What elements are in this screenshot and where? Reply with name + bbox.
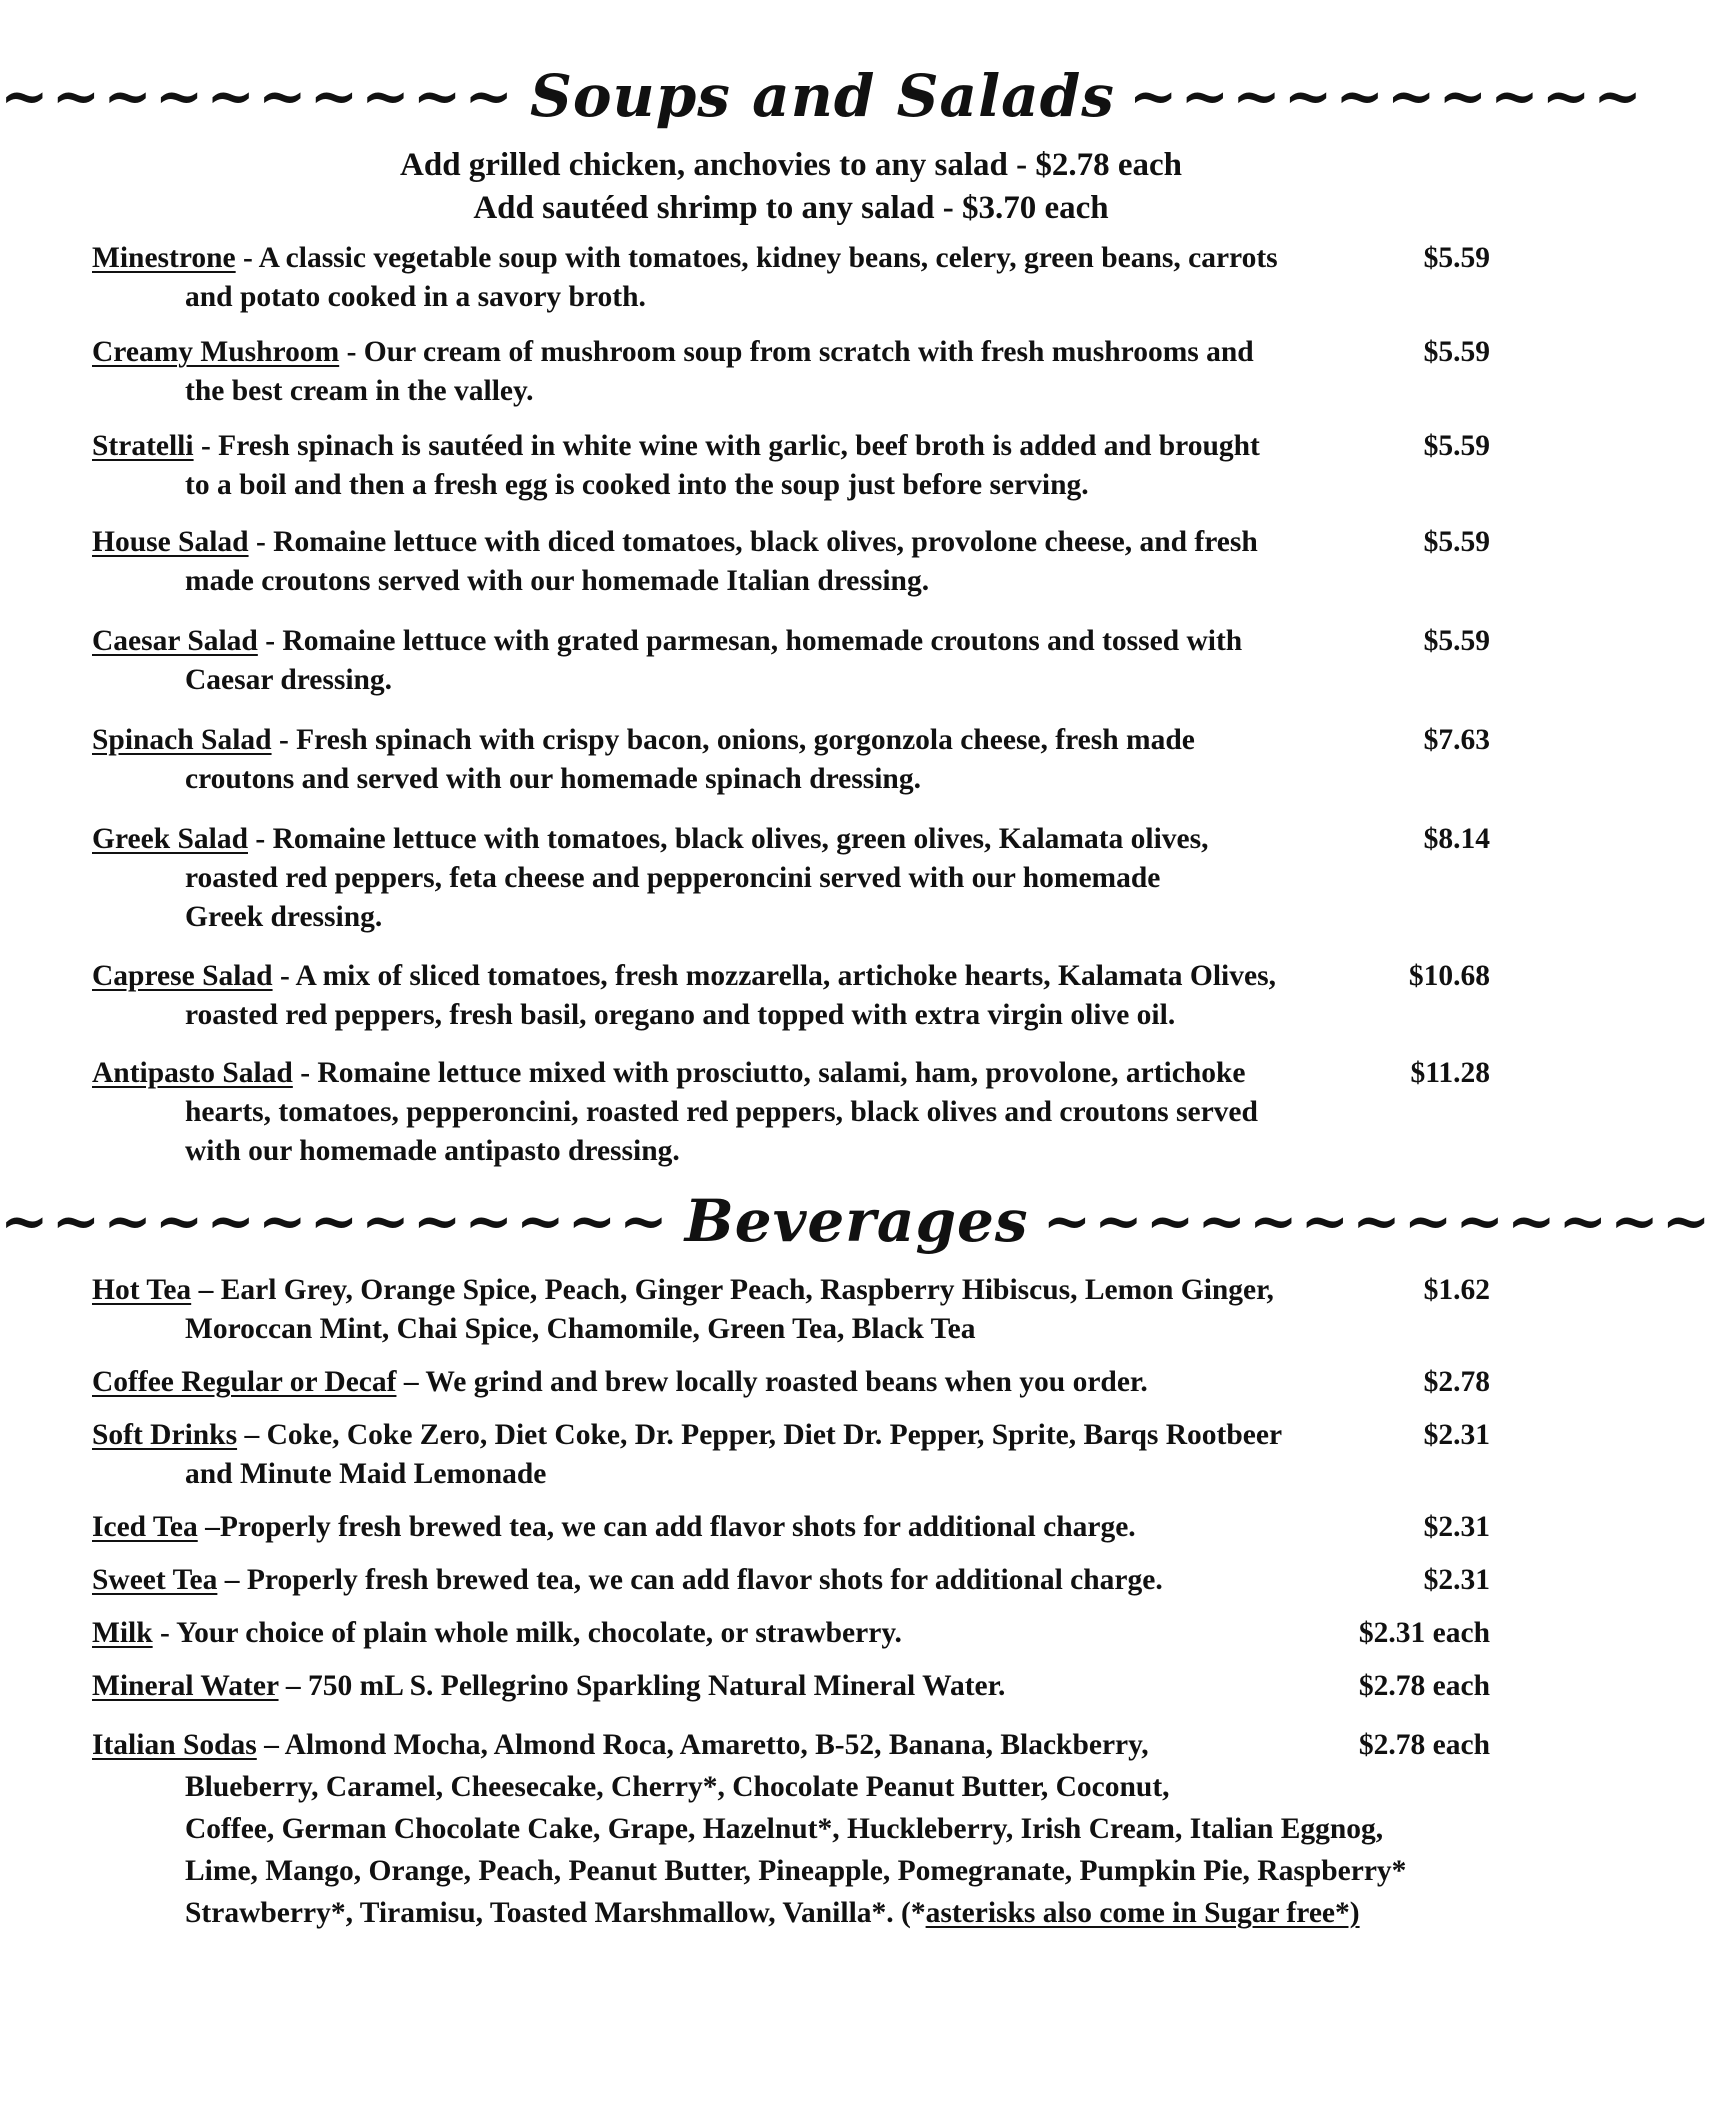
item-description-cont: roasted red peppers, feta cheese and pepperoncini served with our homemade <box>185 862 1161 894</box>
item-description: Romaine lettuce with grated parmesan, homemade croutons and tossed with <box>282 625 1243 657</box>
item-description: Fresh spinach is sautéed in white wine with garlic, beef broth is added and brought <box>218 430 1260 462</box>
menu-item-stratelli: Stratelli - Fresh spinach is sautéed in white wine with garlic, beef broth is added and brought to a boil and then a fresh egg is cooked into the soup just before serving. $5.59 <box>92 427 1490 505</box>
item-price: $5.59 <box>1423 336 1490 368</box>
item-price: $2.78 each <box>1358 1729 1490 1761</box>
item-name: Antipasto Salad <box>92 1057 293 1089</box>
soups-salads-title <box>0 56 1645 136</box>
item-description-cont: Caesar dressing. <box>185 664 393 696</box>
item-description-cont: and potato cooked in a savory broth. <box>185 281 646 313</box>
item-description-cont: Lime, Mango, Orange, Peach, Peanut Butter, Pineapple, Pomegranate, Pumpkin Pie, Raspberry* <box>185 1855 1407 1887</box>
item-description: Almond Mocha, Almond Roca, Amaretto, B-52, Banana, Blackberry, <box>284 1729 1149 1761</box>
item-description-cont: made croutons served with our homemade Italian dressing. <box>185 565 930 597</box>
item-description: Romaine lettuce with tomatoes, black olives, green olives, Kalamata olives, <box>272 823 1209 855</box>
menu-item-coffee: Coffee Regular or Decaf – We grind and brew locally roasted beans when you order. $2.78 <box>92 1363 1490 1402</box>
item-description: A classic vegetable soup with tomatoes, kidney beans, celery, green beans, carrots <box>258 242 1278 274</box>
menu-item-spinach-salad: Spinach Salad - Fresh spinach with crispy bacon, onions, gorgonzola cheese, fresh made croutons and served with our homemade spinach dressing. $7.63 <box>92 721 1490 799</box>
item-name: House Salad <box>92 526 249 558</box>
item-name: Stratelli <box>92 430 194 462</box>
item-price: $8.14 <box>1423 823 1490 855</box>
menu-item-caprese-salad: Caprese Salad - A mix of sliced tomatoes, fresh mozzarella, artichoke hearts, Kalamata Olives, roasted red peppers, fresh basil, oregano and topped with extra virgin olive oil. $10.68 <box>92 957 1490 1035</box>
item-price: $2.31 <box>1423 1419 1490 1451</box>
item-description: Your choice of plain whole milk, chocolate, or strawberry. <box>176 1617 902 1649</box>
item-description-cont: Blueberry, Caramel, Cheesecake, Cherry*, Chocolate Peanut Butter, Coconut, <box>185 1771 1170 1803</box>
item-description-cont: roasted red peppers, fresh basil, oregano and topped with extra virgin olive oil. <box>185 999 1176 1031</box>
item-name: Mineral Water <box>92 1670 279 1702</box>
item-description: Coke, Coke Zero, Diet Coke, Dr. Pepper, Diet Dr. Pepper, Sprite, Barqs Rootbeer <box>266 1419 1283 1451</box>
menu-item-caesar-salad: Caesar Salad - Romaine lettuce with grated parmesan, homemade croutons and tossed with Caesar dressing. $5.59 <box>92 622 1490 700</box>
item-description-cont: to a boil and then a fresh egg is cooked into the soup just before serving. <box>185 469 1089 501</box>
title-right-tildes: ~~~~~~~~~~ <box>1128 62 1645 130</box>
title-left-tildes: ~~~~~~~~~~ <box>0 62 516 130</box>
title-left-tildes: ~~~~~~~~~~~~~ <box>0 1187 671 1255</box>
item-name: Creamy Mushroom <box>92 336 340 368</box>
item-price: $5.59 <box>1423 526 1490 558</box>
item-price: $5.59 <box>1423 430 1490 462</box>
item-description: Romaine lettuce mixed with prosciutto, salami, ham, provolone, artichoke <box>317 1057 1246 1089</box>
item-price: $2.78 each <box>1358 1670 1490 1702</box>
soups-salads-list <box>92 239 1490 1171</box>
item-name: Caesar Salad <box>92 625 258 657</box>
sugar-free-footnote: asterisks also come in Sugar free*) <box>925 1897 1360 1929</box>
beverages-list <box>92 1271 1490 1934</box>
menu-item-italian-sodas: Italian Sodas – Almond Mocha, Almond Roca, Amaretto, B-52, Banana, Blackberry, Blueberry, Caramel, Cheesecake, Cherry*, Chocolate Peanut Butter, Coconut, Coffee, German Chocolate Cake, Grape, Hazelnut*, Huckleberry, Irish Cream, Italian Eggnog, Lime, Mango, Orange, Peach, Peanut Butter, Pineapple, Pomegranate, Pumpkin Pie, Raspberry* Strawberry*, Tiramisu, Toasted Marshmallow, Vanilla*. (*asterisks also come in Sugar free*) $2.78 each <box>92 1724 1490 1934</box>
item-description-cont: with our homemade antipasto dressing. <box>185 1135 680 1167</box>
item-description: Properly fresh brewed tea, we can add flavor shots for additional charge. <box>219 1511 1136 1543</box>
item-description: A mix of sliced tomatoes, fresh mozzarella, artichoke hearts, Kalamata Olives, <box>295 960 1276 992</box>
item-price: $10.68 <box>1408 960 1490 992</box>
item-name: Greek Salad <box>92 823 248 855</box>
menu-item-iced-tea: Iced Tea –Properly fresh brewed tea, we can add flavor shots for additional charge. $2.31 <box>92 1508 1490 1547</box>
item-name: Hot Tea <box>92 1274 192 1306</box>
add-on-note-shrimp: Add sautéed shrimp to any salad - $3.70 each <box>473 190 1109 226</box>
item-description: Romaine lettuce with diced tomatoes, black olives, provolone cheese, and fresh <box>273 526 1258 558</box>
item-name: Minestrone <box>92 242 236 274</box>
item-description: Earl Grey, Orange Spice, Peach, Ginger Peach, Raspberry Hibiscus, Lemon Ginger, <box>220 1274 1274 1306</box>
beverages-heading: Beverages <box>684 1187 1029 1255</box>
item-description-cont: Coffee, German Chocolate Cake, Grape, Hazelnut*, Huckleberry, Irish Cream, Italian Eggnog, <box>185 1813 1384 1845</box>
item-price: $2.31 <box>1423 1511 1490 1543</box>
item-price: $2.78 <box>1423 1366 1490 1398</box>
menu-item-house-salad: House Salad - Romaine lettuce with diced tomatoes, black olives, provolone cheese, and fresh made croutons served with our homemade Italian dressing. $5.59 <box>92 523 1490 601</box>
soups-salads-heading: Soups and Salads <box>529 62 1115 130</box>
item-price: $1.62 <box>1423 1274 1490 1306</box>
menu-item-greek-salad: Greek Salad - Romaine lettuce with tomatoes, black olives, green olives, Kalamata olives, roasted red peppers, feta cheese and pepperoncini served with our homemade Greek dressing. $8.14 <box>92 820 1490 937</box>
menu-page <box>0 56 1713 2104</box>
item-name: Soft Drinks <box>92 1419 238 1451</box>
item-name: Sweet Tea <box>92 1564 218 1596</box>
menu-item-mineral-water: Mineral Water – 750 mL S. Pellegrino Sparkling Natural Mineral Water. $2.78 each <box>92 1667 1490 1706</box>
item-name: Caprese Salad <box>92 960 273 992</box>
item-description: 750 mL S. Pellegrino Sparkling Natural Mineral Water. <box>308 1670 1006 1702</box>
menu-item-soft-drinks: Soft Drinks – Coke, Coke Zero, Diet Coke, Dr. Pepper, Diet Dr. Pepper, Sprite, Barqs Rootbeer and Minute Maid Lemonade $2.31 <box>92 1416 1490 1494</box>
item-description: Fresh spinach with crispy bacon, onions, gorgonzola cheese, fresh made <box>296 724 1195 756</box>
item-name: Italian Sodas <box>92 1729 257 1761</box>
item-price: $2.31 each <box>1358 1617 1490 1649</box>
item-name: Iced Tea <box>92 1511 198 1543</box>
menu-item-antipasto-salad: Antipasto Salad - Romaine lettuce mixed with prosciutto, salami, ham, provolone, artichoke hearts, tomatoes, pepperoncini, roasted red peppers, black olives and croutons served with our homemade antipasto dressing. $11.28 <box>92 1054 1490 1171</box>
item-description-cont: croutons and served with our homemade spinach dressing. <box>185 763 921 795</box>
menu-item-sweet-tea: Sweet Tea – Properly fresh brewed tea, we can add flavor shots for additional charge. $2.31 <box>92 1561 1490 1600</box>
item-description-cont: Greek dressing. <box>185 901 383 933</box>
item-description-last: Strawberry*, Tiramisu, Toasted Marshmallow, Vanilla*. (*asterisks also come in Sugar free*) <box>185 1897 1360 1929</box>
title-right-tildes: ~~~~~~~~~~~~~ <box>1042 1187 1713 1255</box>
menu-item-milk: Milk - Your choice of plain whole milk, chocolate, or strawberry. $2.31 each <box>92 1614 1490 1653</box>
item-name: Coffee Regular or Decaf <box>92 1366 397 1398</box>
menu-item-minestrone: Minestrone - A classic vegetable soup with tomatoes, kidney beans, celery, green beans, carrots and potato cooked in a savory broth. $5.59 <box>92 239 1490 317</box>
menu-item-hot-tea: Hot Tea – Earl Grey, Orange Spice, Peach, Ginger Peach, Raspberry Hibiscus, Lemon Ginger, Moroccan Mint, Chai Spice, Chamomile, Green Tea, Black Tea $1.62 <box>92 1271 1490 1349</box>
item-name: Milk <box>92 1617 153 1649</box>
item-description: Properly fresh brewed tea, we can add flavor shots for additional charge. <box>246 1564 1163 1596</box>
item-description-cont: the best cream in the valley. <box>185 375 534 407</box>
item-description-cont: and Minute Maid Lemonade <box>185 1458 547 1490</box>
item-description-cont: Moroccan Mint, Chai Spice, Chamomile, Green Tea, Black Tea <box>185 1313 976 1345</box>
item-price: $5.59 <box>1423 242 1490 274</box>
item-name: Spinach Salad <box>92 724 272 756</box>
item-price: $7.63 <box>1423 724 1490 756</box>
add-on-note-chicken: Add grilled chicken, anchovies to any salad - $2.78 each <box>400 147 1182 183</box>
item-description: Our cream of mushroom soup from scratch with fresh mushrooms and <box>363 336 1254 368</box>
item-description-cont: hearts, tomatoes, pepperoncini, roasted red peppers, black olives and croutons served <box>185 1096 1258 1128</box>
item-price: $11.28 <box>1410 1057 1490 1089</box>
item-description: We grind and brew locally roasted beans when you order. <box>425 1366 1148 1398</box>
item-price: $2.31 <box>1423 1564 1490 1596</box>
item-price: $5.59 <box>1423 625 1490 657</box>
menu-item-creamy-mushroom: Creamy Mushroom - Our cream of mushroom soup from scratch with fresh mushrooms and the best cream in the valley. $5.59 <box>92 333 1490 411</box>
beverages-title <box>0 1181 1713 1261</box>
